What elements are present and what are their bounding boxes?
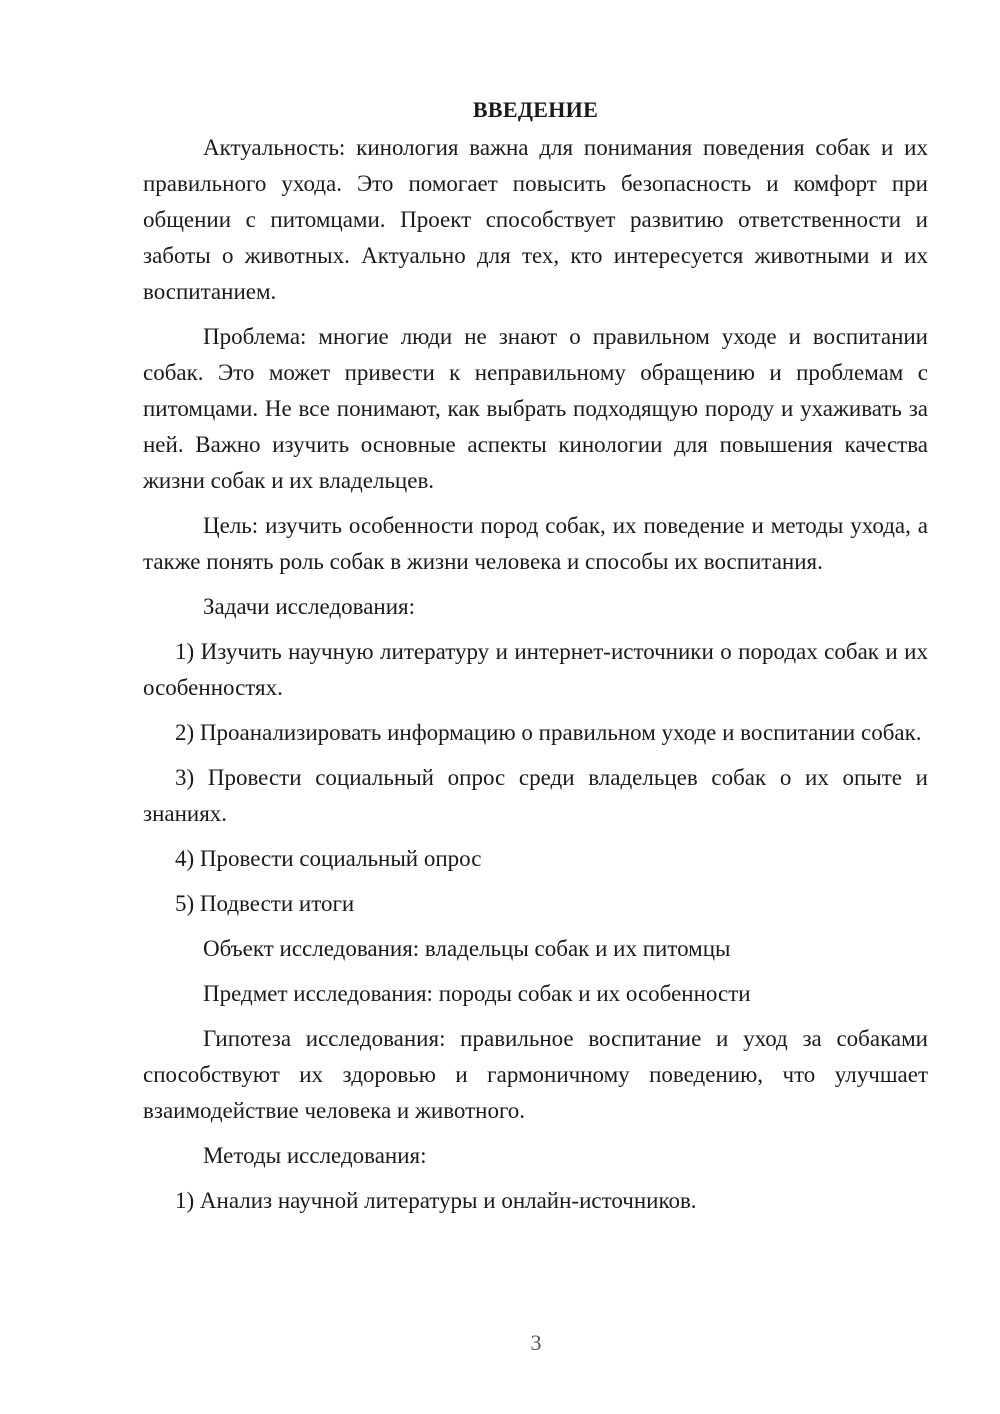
task-item: 1) Изучить научную литературу и интернет-источники о породах собак и их особенностях. <box>143 639 928 700</box>
tasks-heading: Задачи исследования: <box>203 594 416 619</box>
goal-paragraph: Цель: изучить особенности пород собак, их поведение и методы ухода, а также понять роль собак в жизни человека и способы их воспитания. <box>143 513 928 574</box>
research-object: Объект исследования: владельцы собак и их питомцы <box>203 936 731 961</box>
research-subject: Предмет исследования: породы собак и их особенности <box>203 981 751 1006</box>
page-body <box>143 92 928 1228</box>
task-item: 3) Провести социальный опрос среди владельцев собак о их опыте и знаниях. <box>143 765 928 826</box>
task-item: 2) Проанализировать информацию о правильном уходе и воспитании собак. <box>175 720 922 745</box>
task-item: 5) Подвести итоги <box>175 891 355 916</box>
page-number: 3 <box>530 1330 542 1355</box>
research-hypothesis: Гипотеза исследования: правильное воспитание и уход за собаками способствуют их здоровью и гармоничному поведению, что улучшает взаимодействие человека и животного. <box>143 1026 928 1123</box>
methods-heading: Методы исследования: <box>203 1143 427 1168</box>
page-title: ВВЕДЕНИЕ <box>472 97 599 122</box>
method-item: 1) Анализ научной литературы и онлайн-источников. <box>175 1188 697 1213</box>
task-item: 4) Провести социальный опрос <box>175 846 482 871</box>
relevance-paragraph: Актуальность: кинология важна для понимания поведения собак и их правильного ухода. Это помогает повысить безопасность и комфорт при общении с питомцами. Проект способствует развитию ответственности и заботы о животных. Актуально для тех, кто интересуется животными и их воспитанием. <box>143 135 928 304</box>
problem-paragraph: Проблема: многие люди не знают о правильном уходе и воспитании собак. Это может привести к неправильному обращению и проблемам с питомцами. Не все понимают, как выбрать подходящую породу и ухаживать за ней. Важно изучить основные аспекты кинологии для повышения качества жизни собак и их владельцев. <box>143 324 928 493</box>
